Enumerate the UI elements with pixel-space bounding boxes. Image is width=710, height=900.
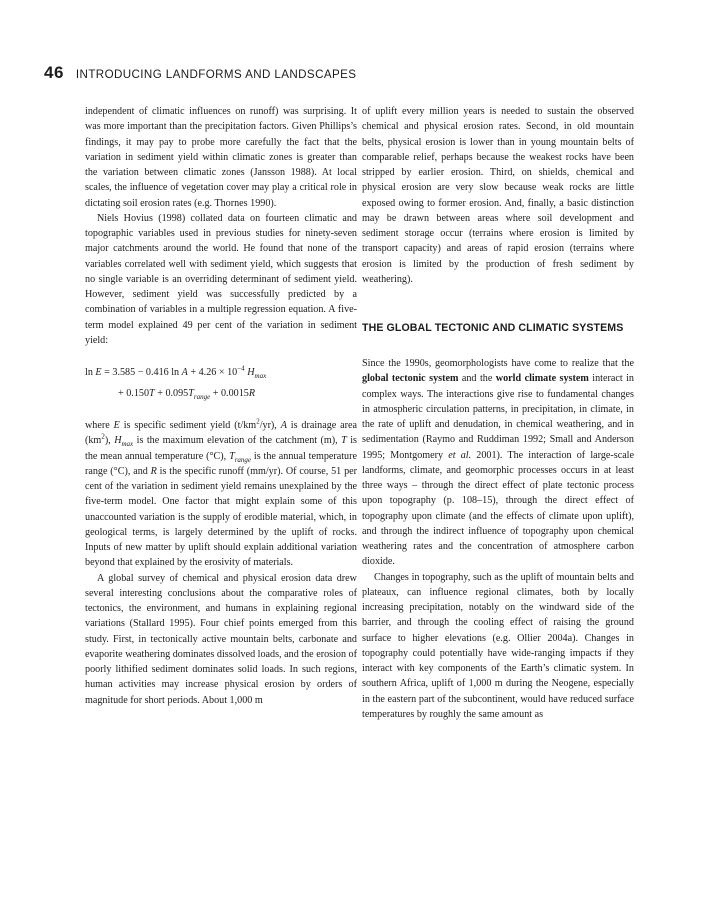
regression-equation — [85, 362, 357, 404]
running-head: INTRODUCING LANDFORMS AND LANDSCAPES — [75, 68, 357, 81]
paragraph: where E is specific sediment yield $(t/km^2/yr)$, A is drainage area $(km^2)$, $H_{max}$ is the maximum elevation of the catchment (m), T is the mean annual temperature (°C), $T_{range}$ is the annual temperature range (°C), and R is the specific runoff (mm/yr). Of course, 51 per cent of the variation in sediment yield remains unexplained by the five-term model. One factor that might explain some of this unaccounted variation is the supply of erodible material, which, in geological terms, is largely determined by the uplift of rocks. Inputs of new matter by uplift should explain additional variation beyond that explained by the erosivity of materials. — [85, 417, 358, 569]
right-column — [362, 104, 634, 722]
paragraph: independent of climatic influences on runoff) was surprising. It was more important than the precipitation factors. Given Phillips’s findings, it may pay to probe more carefully the fact that the variation in sediment yield within climatic zones is greater than the variation between climatic zones (Jansson 1988). At local scales, the influence of vegetation cover may play a critical role in dictating soil erosion rates (e.g. Thornes 1990). — [85, 106, 357, 209]
equation-line-1: ln E = 3.585 − 0.416 $\ln A + 4.26 \times 10^{-4}$ $H_{max}$ — [85, 364, 267, 381]
left-column — [85, 104, 357, 708]
key-term: global tectonic system — [362, 373, 459, 385]
section-heading: THE GLOBAL TECTONIC AND CLIMATIC SYSTEMS — [362, 322, 624, 334]
key-term: world climate system — [495, 373, 589, 385]
paragraph: Changes in topography, such as the uplift of mountain belts and plateaux, can influence regional climates, both by locally increasing precipitation, notably on the windward side of the barrier, and through the cooling effect of raising the ground surface to higher elevations (e.g. Ollier 2004a). Changes in topography could potentially have wide-ranging impacts if they interact with key components of the Earth’s climatic system. In southern Africa, uplift of 1,000 m during the Neogene, especially in the eastern part of the subcontinent, would have reduced surface temperatures by roughly the same amount as — [362, 571, 634, 720]
paragraph: of uplift every million years is needed to sustain the observed chemical and physical erosion rates. Second, in old mountain belts, physical erosion is lower than in young mountain belts of comparable relief, perhaps because the weakest rocks have been stripped by earlier erosion. Third, on shields, chemical and physical erosion are very slow because weak rocks are little exposed owing to former erosion. And, finally, a basic distinction may be drawn between areas where soil development and sediment storage occur (terrains where erosion is limited by transport capacity) and areas of rapid erosion (terrains where erosion is limited by the production of fresh sediment by weathering). — [362, 106, 634, 285]
paragraph: Since the 1990s, geomorphologists have come to realize that the global tectonic system and the world climate system interact in complex ways. The interactions give rise to fundamental changes in atmospheric circulation patterns, in precipitation, in climate, in the rate of uplift and denudation, in chemical weathering, and in sedimentation (Raymo and Ruddiman 1992; Small and Anderson 1995; Montgomery et al. 2001). The interaction of large-scale landforms, climate, and geomorphic processes occurs in at least three ways – through the direct effect of plate tectonic process upon topography (p. 108–15), through the direct effect of topography upon climate (and the effects of climate upon uplift), and through the indirect influence of topography upon chemical weathering rates and the concentration of atmosphere carbon dioxide. — [362, 358, 634, 568]
paragraph: A global survey of chemical and physical erosion data drew several interesting conclusions about the comparative roles of tectonics, the environment, and humans in explaining regional variations (Stallard 1995). Four chief points emerged from this study. First, in tectonically active mountain belts, carbonate and evaporite weathering dominates dissolved loads, and the erosion of poorly lithified sediment dominates solid loads. In such regions, human activities may increase physical erosion by orders of magnitude for short periods. About 1,000 m — [85, 572, 357, 706]
page-header — [44, 63, 356, 83]
paragraph: Niels Hovius (1998) collated data on fourteen climatic and topographic variables used in previous studies for ninety-seven major catchments around the world. He found that none of the variables correlated well with sediment yield, which suggests that no single variable is an overriding determinant of sediment yield. However, sediment yield was successfully predicted by a combination of variables in a multiple regression equation. A five-term model explained 49 per cent of the variation in sediment yield: — [85, 212, 357, 346]
page-number: 46 — [44, 63, 64, 82]
equation-line-2: + $0.150T + 0.095T_{range} + 0.0015R$ — [118, 388, 256, 402]
